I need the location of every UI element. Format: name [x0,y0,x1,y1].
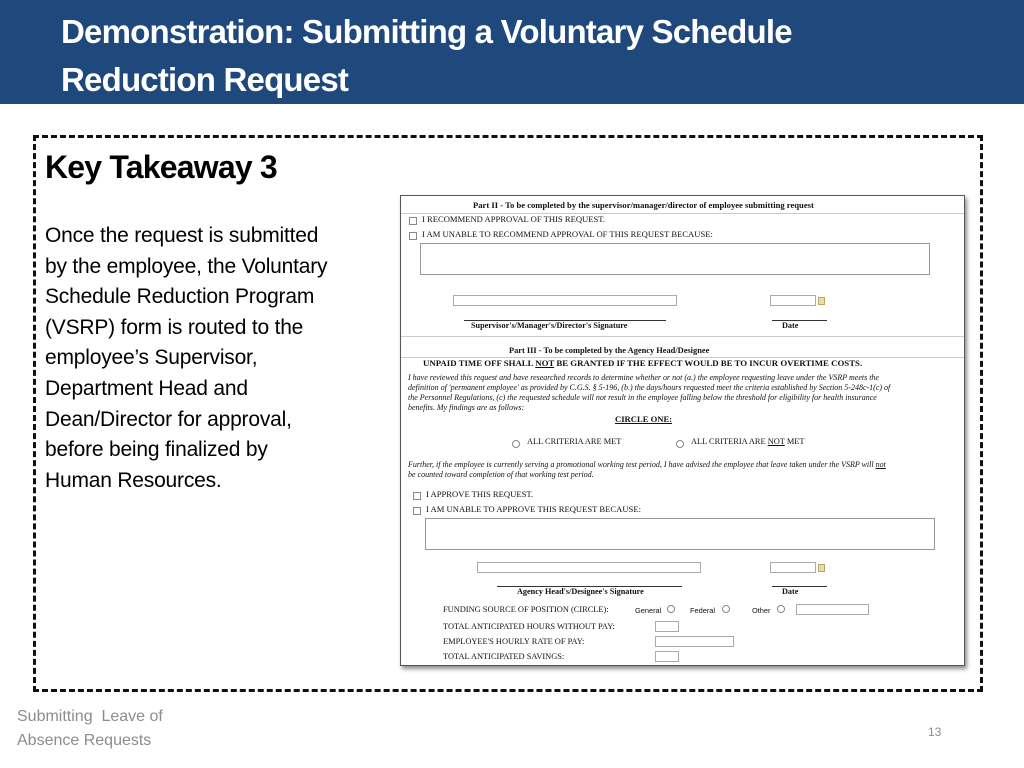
working-test-line: be counted toward completion of that working test period. [408,470,594,479]
header-bar [0,0,1024,104]
hours-label: TOTAL ANTICIPATED HOURS WITHOUT PAY: [443,622,615,631]
funding-general-label: General [635,606,662,615]
hourly-rate-label: EMPLOYEE'S HOURLY RATE OF PAY: [443,637,585,646]
takeaway-line: Department Head and [45,376,248,400]
footer-line: Absence Requests [17,732,152,749]
footer-line: Submitting Leave of [17,708,163,725]
date-line [772,586,827,587]
circle-one-label: CIRCLE ONE: [615,414,673,424]
unable-approve-checkbox[interactable] [413,507,421,515]
criteria-not: NOT [767,437,785,446]
warning-text: UNPAID TIME OFF SHALL [423,358,536,368]
review-statement [408,373,890,413]
funding-federal-radio[interactable] [722,605,730,613]
slide-title [61,8,961,104]
criteria-met-radio[interactable] [512,440,520,448]
divider [401,336,964,337]
working-test-statement [408,460,886,480]
takeaway-line: Once the request is submitted [45,224,319,247]
takeaway-title: Key Takeaway 3 [45,149,277,185]
working-test-text: Further, if the employee is currently serving a promotional working test period, I have advised the employee that leave taken under the VSRP will [408,460,876,469]
agency-head-signature-field[interactable] [477,562,701,573]
agency-head-signature-label: Agency Head's/Designee's Signature [517,587,644,596]
unable-recommend-checkbox[interactable] [409,232,417,240]
slide-title-line-2: Reduction Request [61,61,349,98]
page-number: 13 [928,725,942,739]
overtime-warning [423,358,862,368]
approve-checkbox[interactable] [413,492,421,500]
part3-reason-textarea[interactable] [425,518,935,550]
funding-other-radio[interactable] [777,605,785,613]
slide-title-line-1: Demonstration: Submitting a Voluntary Schedule [61,13,792,50]
working-test-not: not [875,460,886,469]
warning-not: NOT [535,358,555,368]
funding-other-label: Other [752,606,771,615]
criteria-text: ALL CRITERIA ARE [691,437,768,446]
review-line: the Personnel Regulations, (c) the requested schedule will not result in the employee falling below the threshold for eligibility for health insurance [408,393,877,402]
part2-heading: Part II - To be completed by the supervisor/manager/director of employee submitting request [473,200,814,210]
supervisor-signature-label: Supervisor's/Manager's/Director's Signature [471,321,628,330]
part3-heading: Part III - To be completed by the Agency Head/Designee [509,346,710,355]
part3-date-field[interactable] [770,562,816,573]
vsrp-form [400,195,965,666]
savings-field[interactable] [655,651,679,662]
takeaway-body [45,221,385,496]
unable-approve-label: I AM UNABLE TO APPROVE THIS REQUEST BECAUSE: [426,504,641,514]
unable-recommend-label: I AM UNABLE TO RECOMMEND APPROVAL OF THIS REQUEST BECAUSE: [422,229,713,239]
savings-label: TOTAL ANTICIPATED SAVINGS: [443,652,565,661]
criteria-met-label: ALL CRITERIA ARE MET [527,437,622,446]
recommend-approval-label: I RECOMMEND APPROVAL OF THIS REQUEST. [422,214,606,224]
funding-federal-label: Federal [690,606,716,615]
review-line: benefits. My findings are as follows: [408,403,525,412]
takeaway-line: Dean/Director for approval, [45,407,292,431]
criteria-text: MET [784,437,805,446]
takeaway-line: Schedule Reduction Program [45,285,315,309]
criteria-not-met-radio[interactable] [676,440,684,448]
footer-text [17,705,217,753]
review-line: I have reviewed this request and have researched records to determine whether or not (a.) the employee requesting leave under the VSRP meets the [408,373,879,382]
hours-field[interactable] [655,621,679,632]
review-line: definition of 'permanent employee' as provided by C.G.S. § 5-196, (b.) the days/hours requested meet the criteria established by Section 5-248c-1(c) of [408,383,891,392]
hourly-rate-field[interactable] [655,636,734,647]
funding-general-radio[interactable] [667,605,675,613]
calendar-icon[interactable] [818,564,825,572]
supervisor-signature-field[interactable] [453,295,677,306]
warning-text: BE GRANTED IF THE EFFECT WOULD BE TO INCUR OVERTIME COSTS. [554,358,863,368]
takeaway-line: before being finalized by [45,438,268,462]
takeaway-line: Human Resources. [45,468,222,492]
approve-label: I APPROVE THIS REQUEST. [426,489,534,499]
criteria-not-met-label [691,437,805,446]
funding-other-field[interactable] [796,604,869,615]
part2-reason-textarea[interactable] [420,243,930,275]
part3-date-label: Date [782,587,799,596]
funding-source-label: FUNDING SOURCE OF POSITION (CIRCLE): [443,605,609,614]
takeaway-line: employee’s Supervisor, [45,346,258,370]
recommend-approval-checkbox[interactable] [409,217,417,225]
date-line [772,320,827,321]
part2-date-field[interactable] [770,295,816,306]
part2-date-label: Date [782,321,799,330]
takeaway-line: by the employee, the Voluntary [45,254,328,278]
working-test-line [408,460,886,470]
takeaway-line: (VSRP) form is routed to the [45,315,304,339]
calendar-icon[interactable] [818,297,825,305]
